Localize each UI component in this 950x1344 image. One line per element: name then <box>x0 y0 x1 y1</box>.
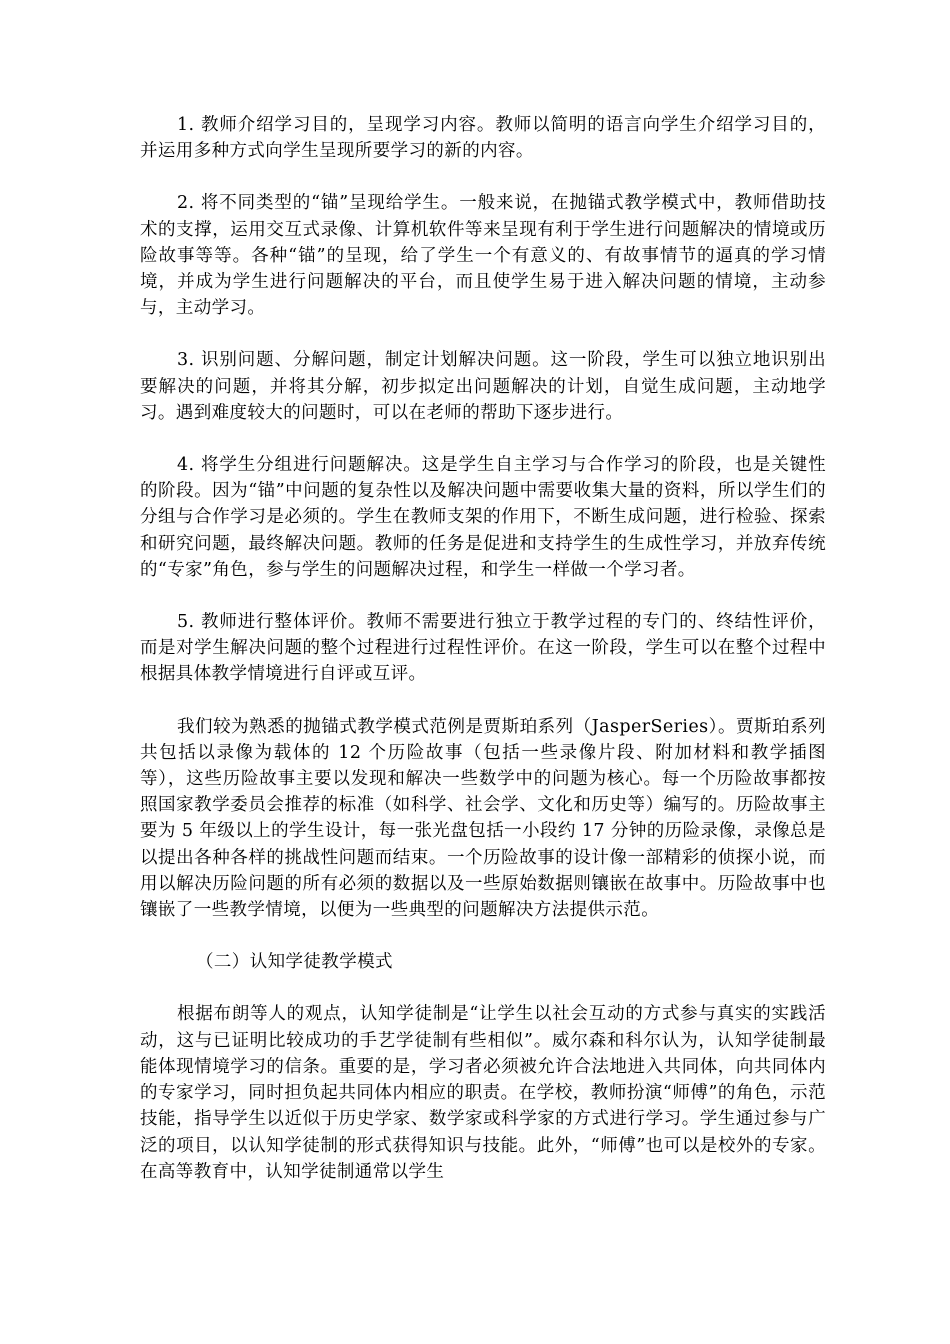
cognitive-apprenticeship-paragraph: 根据布朗等人的观点，认知学徒制是“让学生以社会互动的方式参与真实的实践活动，这与已证明比较成功的手艺学徒制有些相似”。威尔森和科尔认为，认知学徒制最能体现情境学习的信条。重要的是，学习者必须被允许合法地进入共同体，向共同体内的专家学习，同时担负起共同体内相应的职责。在学校，教师扮演“师傅”的角色，示范技能，指导学生以近似于历史学家、数学家或科学家的方式进行学习。学生通过参与广泛的项目，以认知学徒制的形式获得知识与技能。此外，“师傅”也可以是校外的专家。在高等教育中，认知学徒制通常以学生 <box>140 1004 826 1182</box>
jasper-series-paragraph: 我们较为熟悉的抛锚式教学模式范例是贾斯珀系列（JasperSeries）。贾斯珀系列共包括以录像为载体的 12 个历险故事（包括一些录像片段、附加材料和教学插图等），这些历险故事主要以发现和解决一些数学中的问题为核心。每一个历险故事都按照国家教学委员会推荐的标准（如科学、社会学、文化和历史等）编写的。历险故事主要为 5 年级以上的学生设计，每一张光盘包括一小段约 17 分钟的历险录像，录像总是以提出各种各样的挑战性问题而结束。一个历险故事的设计像一部精彩的侦探小说，而用以解决历险问题的所有必须的数据以及一些原始数据则镶嵌在故事中。历险故事中也镶嵌了一些教学情境，以便为一些典型的问题解决方法提供示范。 <box>140 716 826 921</box>
document-body <box>140 112 826 1211</box>
step-1-paragraph: 1. 教师介绍学习目的，呈现学习内容。教师以简明的语言向学生介绍学习目的，并运用多种方式向学生呈现所要学习的新的内容。 <box>140 115 826 162</box>
step-2-paragraph: 2. 将不同类型的“锚”呈现给学生。一般来说，在抛锚式教学模式中，教师借助技术的支撑，运用交互式录像、计算机软件等来呈现有利于学生进行问题解决的情境或历险故事等等。各种“锚”的呈现，给了学生一个有意义的、有故事情节的逼真的学习情境，并成为学生进行问题解决的平台，而且使学生易于进入解决问题的情境，主动参与，主动学习。 <box>140 193 826 319</box>
section-heading: （二）认知学徒教学模式 <box>196 952 393 973</box>
step-4-paragraph: 4. 将学生分组进行问题解决。这是学生自主学习与合作学习的阶段，也是关键性的阶段。因为“锚”中问题的复杂性以及解决问题中需要收集大量的资料，所以学生们的分组与合作学习是必须的。学生在教师支架的作用下，不断生成问题，进行检验、探索和研究问题，最终解决问题。教师的任务是促进和支持学生的生成性学习，并放弃传统的“专家”角色，参与学生的问题解决过程，和学生一样做一个学习者。 <box>140 455 826 580</box>
step-5-paragraph: 5. 教师进行整体评价。教师不需要进行独立于教学过程的专门的、终结性评价，而是对学生解决问题的整个过程进行过程性评价。在这一阶段，学生可以在整个过程中根据具体教学情境进行自评或互评。 <box>140 612 826 685</box>
step-3-paragraph: 3. 识别问题、分解问题，制定计划解决问题。这一阶段，学生可以独立地识别出要解决的问题，并将其分解，初步拟定出问题解决的计划，自觉生成问题，主动地学习。遇到难度较大的问题时，可以在老师的帮助下逐步进行。 <box>140 350 826 423</box>
